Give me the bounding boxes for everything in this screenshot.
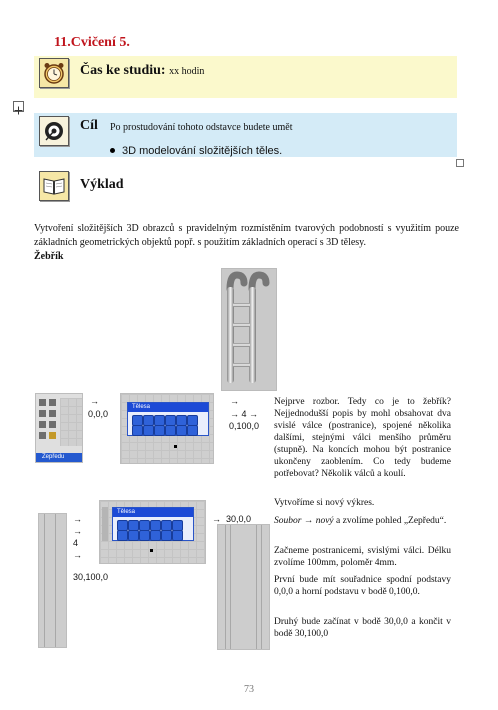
- coords-2a: 30,100,0: [73, 572, 109, 582]
- arrow-1a: →: [90, 396, 99, 406]
- study-time-label: Čas ke studiu:: [80, 63, 166, 78]
- solids-palette-2: [112, 507, 194, 541]
- menu-file: Soubor: [274, 516, 302, 526]
- solids-palette: [127, 402, 209, 436]
- arrow-2d: →: [212, 514, 221, 524]
- toolbar-screenshot: [35, 393, 83, 463]
- bullet-dot-icon: [110, 148, 115, 153]
- single-cylinder-view: [38, 513, 67, 648]
- palette-title-2: Tělesa: [113, 508, 193, 517]
- view-label: Zepředu: [36, 453, 83, 462]
- arrow-2c: →: [73, 550, 82, 560]
- coords-1a: 0,0,0: [88, 409, 109, 419]
- step2-p2: [274, 515, 451, 527]
- arrow-2a: →: [73, 514, 82, 524]
- section-title: Žebřík: [34, 251, 64, 262]
- table-move-handle-icon[interactable]: [13, 101, 24, 112]
- step2-p4: První bude mít souřadnice spodní podstavy 0,0,0 a horní podstavu v bodě 0,100,0.: [274, 575, 451, 597]
- arrow-1c: → 4 →: [230, 409, 259, 419]
- study-time-value: xx hodin: [169, 66, 205, 77]
- coords-1b: 0,100,0: [229, 421, 260, 431]
- goal-text: Po prostudování tohoto odstavce budete umět: [110, 122, 293, 133]
- chapter-title: 11.Cvičení 5.: [54, 35, 130, 50]
- open-book-icon: [39, 171, 69, 201]
- coords-2b: 30,0,0: [226, 514, 252, 524]
- menu-new: nový: [315, 516, 334, 526]
- solids-palette-screenshot: [120, 393, 214, 464]
- step2-p1: Vytvoříme si nový výkres.: [274, 498, 375, 508]
- goal-heading: Cíl: [80, 118, 98, 133]
- solids-palette-screenshot-2: [99, 500, 206, 564]
- menu-arrow: →: [303, 516, 314, 526]
- step2-p3: Začneme postranicemi, svislými válci. Délku zvolíme 100mm, poloměr 4mm.: [274, 546, 451, 568]
- palette-title: Tělesa: [128, 403, 208, 412]
- arrow-2b: →: [73, 526, 82, 536]
- page-number: 73: [244, 684, 254, 695]
- alarm-clock-icon: [39, 58, 69, 88]
- two-cylinders-view: [217, 524, 270, 650]
- arrow-1b: →: [230, 396, 239, 406]
- explanation-heading: Výklad: [80, 177, 124, 192]
- step1-text: Nejprve rozbor. Tedy co je to žebřík? Nejjednodušší popis by mohl obsahovat dva svislé válce (postranice), spojené několika dalšími, stejnými válci menšího průměru (stupně). Na koncích mohou být postranice ukončeny zaoblením. Co tedy budeme potřebovat? Několik válců a koulí.: [274, 397, 451, 479]
- ladder-image: [221, 268, 277, 391]
- study-time-heading: [80, 63, 204, 79]
- step2-p2-rest: a zvolíme pohled „Zepředu“.: [336, 516, 447, 526]
- table-resize-handle[interactable]: [456, 159, 464, 167]
- goal-list-item: 3D modelování složitějších těles.: [122, 145, 283, 157]
- step2-p5: Druhý bude začínat v bodě 30,0,0 a končit v bodě 30,100,0: [274, 617, 451, 639]
- target-icon: [39, 116, 69, 146]
- number-2: 4: [73, 538, 79, 548]
- intro-paragraph: Vytvoření složitějších 3D obrazců s pravidelným rozmístěním tvarových podobností s využitím pouze základních geometrických objektů popř. s použitím základních operací s 3D tělesy.: [34, 223, 459, 248]
